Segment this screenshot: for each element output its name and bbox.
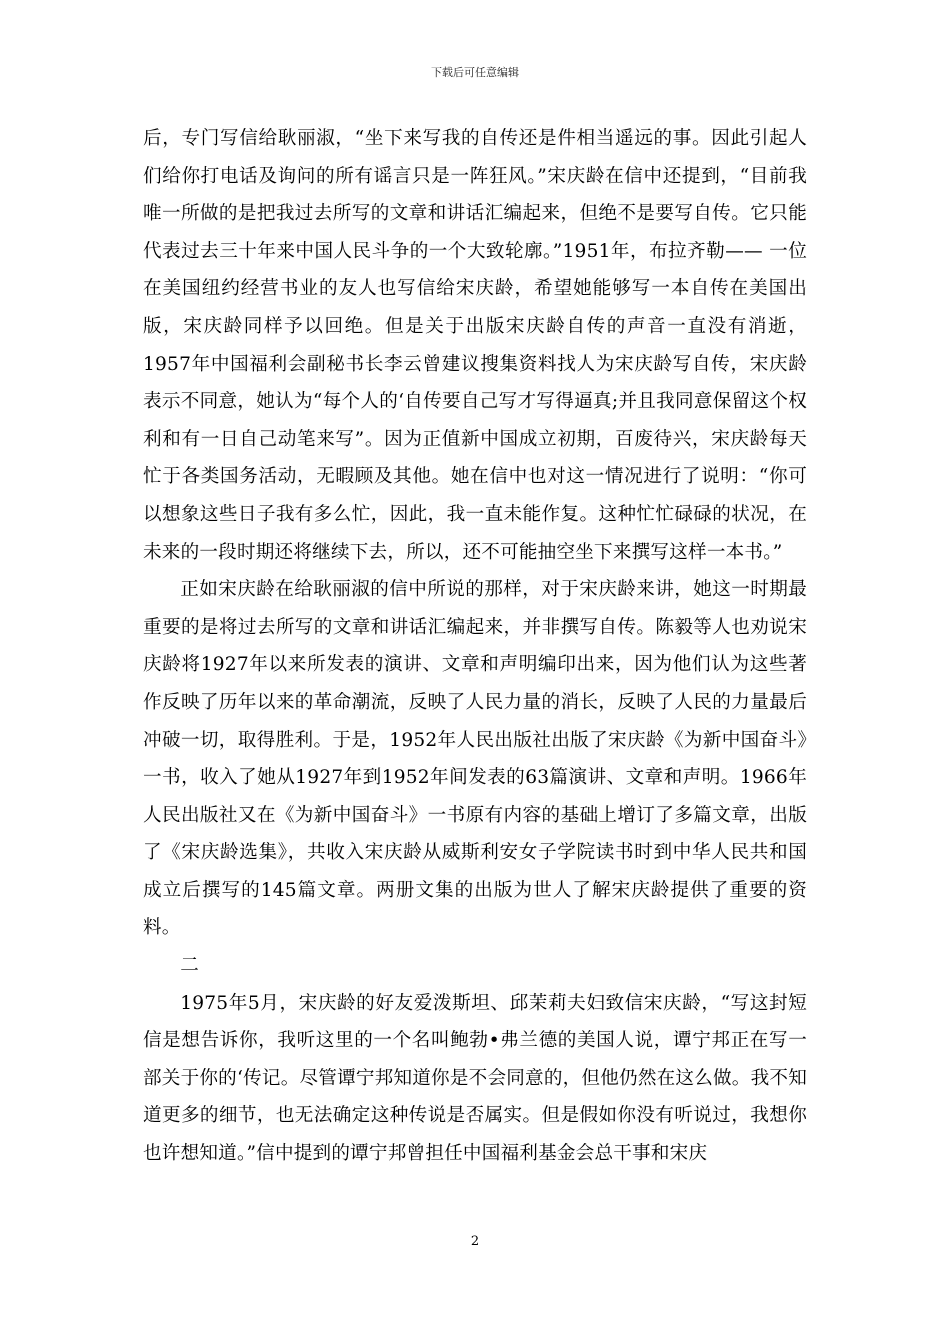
paragraph: 1975年5月，宋庆龄的好友爱泼斯坦、邱茉莉夫妇致信宋庆龄，“写这封短信是想告诉你，我听这里的一个名叫鲍勃•弗兰德的美国人说，谭宁邦正在写一部关于你的‘传记。尽管谭宁邦知道你是不会同意的，但他仍然在这么做。我不知道更多的细节，也无法确定这种传说是否属实。但是假如你没有听说过，我想你也许想知道。”信中提到的谭宁邦曾担任中国福利基金会总干事和宋庆	[143, 992, 807, 1165]
section-heading: 二	[180, 955, 199, 977]
page-header: 下载后可任意编辑	[431, 66, 519, 79]
paragraph-continued: 后，专门写信给耿丽淑，“坐下来写我的自传还是件相当遥远的事。因此引起人们给你打电话及询问的所有谣言只是一阵狂风。”宋庆龄在信中还提到，“目前我唯一所做的是把我过去所写的文章和讲话汇编起来，但绝不是要写自传。它只能代表过去三十年来中国人民斗争的一个大致轮廓。”1951年，布拉齐勒—— 一位在美国纽约经营书业的友人也写信给宋庆龄，希望她能够写一本自传在美国出版，宋庆龄同样予以回绝。但是关于出版宋庆龄自传的声音一直没有消逝，1957年中国福利会副秘书长李云曾建议搜集资料找人为宋庆龄写自传，宋庆龄表示不同意，她认为“每个人的‘自传要自己写才写得逼真;并且我同意保留这个权利和有一日自己动笔来写”。因为正值新中国成立初期，百废待兴，宋庆龄每天忙于各类国务活动，无暇顾及其他。她在信中也对这一情况进行了说明：“你可以想象这些日子我有多么忙，因此，我一直未能作复。这种忙忙碌碌的状况，在未来的一段时期还将继续下去，所以，还不可能抽空坐下来撰写这样一本书。”	[143, 128, 807, 563]
document-body	[143, 120, 807, 1173]
paragraph: 正如宋庆龄在给耿丽淑的信中所说的那样，对于宋庆龄来讲，她这一时期最重要的是将过去所写的文章和讲话汇编起来，并非撰写自传。陈毅等人也劝说宋庆龄将1927年以来所发表的演讲、文章和声明编印出来，因为他们认为这些著作反映了历年以来的革命潮流，反映了人民力量的消长，反映了人民的力量最后冲破一切，取得胜利。于是，1952年人民出版社出版了宋庆龄《为新中国奋斗》一书，收入了她从1927年到1952年间发表的63篇演讲、文章和声明。1966年人民出版社又在《为新中国奋斗》一书原有内容的基础上增订了多篇文章，出版了《宋庆龄选集》，共收入宋庆龄从威斯利安女子学院读书时到中华人民共和国成立后撰写的145篇文章。两册文集的出版为世人了解宋庆龄提供了重要的资料。	[143, 579, 807, 939]
page-number: 2	[470, 1234, 480, 1249]
